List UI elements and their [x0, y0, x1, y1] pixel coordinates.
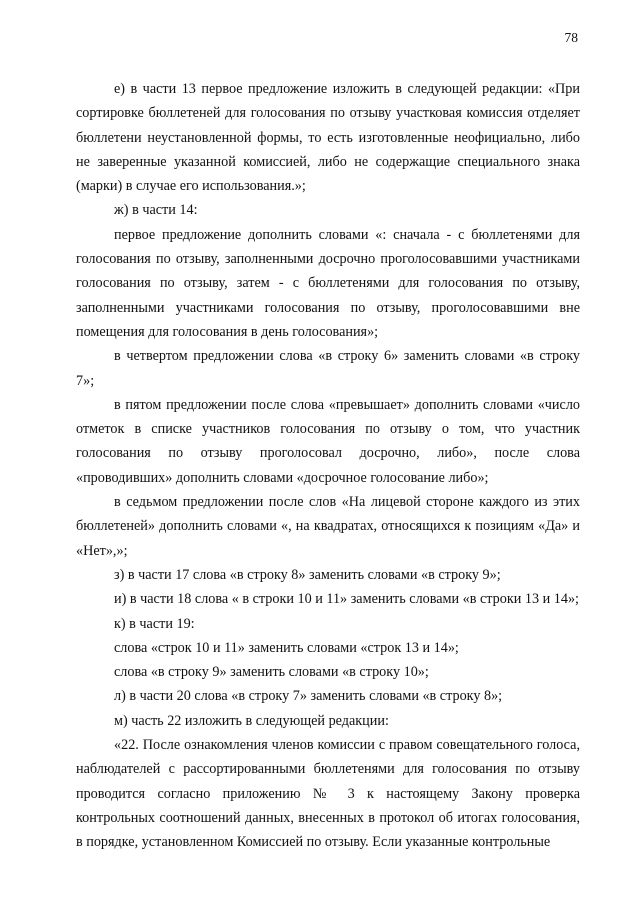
paragraph: «22. После ознакомления членов комиссии с правом совещательного голоса, наблюдателей с рассортированными бюллетенями для голосования по отзыву проводится согласно приложению № 3 к настоящему Закону проверка контрольных соотношений данных, внесенных в протокол об итогах голосования, в порядке, установленном Комиссией по отзыву. Если указанные контрольные: [76, 737, 580, 851]
paragraph: слова «в строку 9» заменить словами «в строку 10»;: [114, 664, 429, 681]
paragraph: е) в части 13 первое предложение изложить в следующей редакции: «При сортировке бюллетеней для голосования по отзыву участковая комиссия отделяет бюллетени неустановленной формы, то есть изготовленные неофициально, либо не заверенные указанной комиссией, либо не содержащие специального знака (марки) в случае его использования.»;: [76, 81, 580, 195]
paragraph: ж) в части 14:: [114, 202, 198, 219]
paragraph: л) в части 20 слова «в строку 7» заменить словами «в строку 8»;: [114, 688, 503, 705]
paragraph: к) в части 19:: [114, 615, 195, 632]
document-body: [76, 77, 580, 855]
paragraph: слова «строк 10 и 11» заменить словами «строк 13 и 14»;: [114, 639, 459, 656]
paragraph: в седьмом предложении после слов «На лицевой стороне каждого из этих бюллетеней» дополнить словами «, на квадратах, относящихся к позициям «Да» и «Нет»,»;: [76, 494, 580, 559]
paragraph: и) в части 18 слова « в строки 10 и 11» заменить словами «в строки 13 и 14»;: [114, 591, 579, 608]
paragraph: первое предложение дополнить словами «: сначала - с бюллетенями для голосования по отзыву, заполненными досрочно проголосовавшими участниками голосования по отзыву, затем - с бюллетенями для голосования по отзыву, заполненными участниками голосования по отзыву, проголосовавшими вне помещения для голосования в день голосования»;: [76, 226, 580, 340]
paragraph: м) часть 22 изложить в следующей редакции:: [114, 712, 389, 729]
page-number: 78: [564, 30, 578, 45]
paragraph: в четвертом предложении слова «в строку 6» заменить словами «в строку 7»;: [76, 348, 580, 389]
paragraph: з) в части 17 слова «в строку 8» заменить словами «в строку 9»;: [114, 566, 501, 583]
paragraph: в пятом предложении после слова «превышает» дополнить словами «число отметок в списке участников голосования по отзыву о том, что участник голосования по отзыву проголосовал досрочно, либо», после слова «проводивших» дополнить словами «досрочное голосование либо»;: [76, 396, 580, 486]
